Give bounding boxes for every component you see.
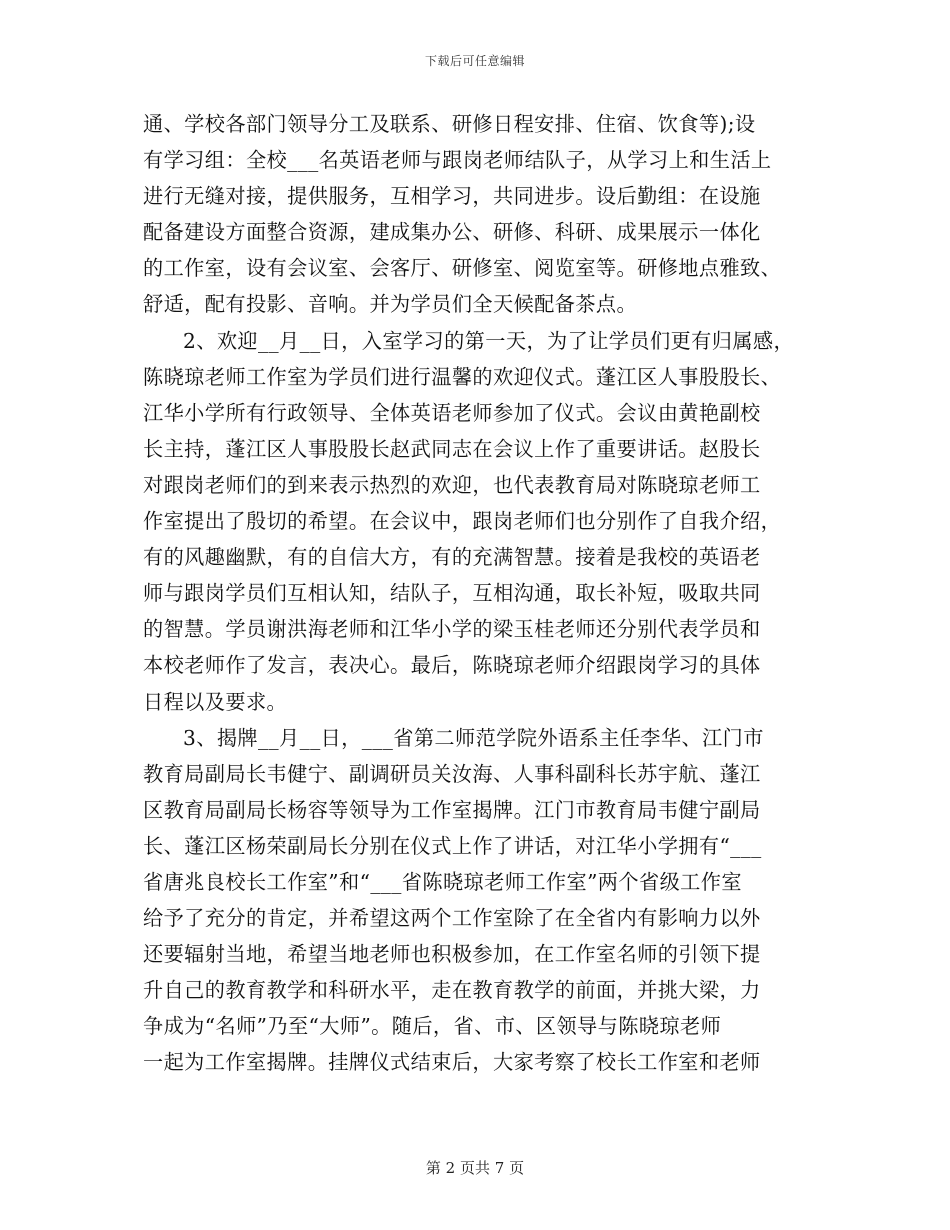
text-line: 的工作室，设有会议室、会客厅、研修室、阅览室等。研修地点雅致、: [143, 256, 782, 281]
text-line: 长主持，蓬江区人事股股长赵武同志在会议上作了重要讲话。赵股长: [143, 436, 761, 461]
text-line: 教育局副局长韦健宁、副调研员关汝海、人事科副科长苏宇航、蓬江: [143, 761, 761, 786]
text-line: 有的风趣幽默，有的自信大方，有的充满智慧。接着是我校的英语老: [143, 545, 761, 570]
text-line: 江华小学所有行政领导、全体英语老师参加了仪式。会议由黄艳副校: [143, 400, 761, 425]
text-line: 陈晓琼老师工作室为学员们进行温馨的欢迎仪式。蓬江区人事股股长、: [143, 364, 782, 389]
text-line: 舒适，配有投影、音响。并为学员们全天候配备茶点。: [143, 292, 638, 317]
text-line: 通、学校各部门领导分工及联系、研修日程安排、住宿、饮食等);设: [143, 112, 756, 136]
text-line: 对跟岗老师们的到来表示热烈的欢迎，也代表教育局对陈晓琼老师工: [143, 472, 761, 497]
text-line: 给予了充分的肯定，并希望这两个工作室除了在全省内有影响力以外: [143, 906, 761, 931]
page-header: 下载后可任意编辑: [424, 54, 525, 68]
text-line: 2、欢迎__月__日，入室学习的第一天，为了让学员们更有归属感，: [183, 328, 795, 353]
text-line: 师与跟岗学员们互相认知，结队子，互相沟通，取长补短，吸取共同: [143, 581, 761, 606]
text-line: 作室提出了殷切的希望。在会议中，跟岗老师们也分别作了自我介绍，: [143, 509, 782, 534]
text-line: 省唐兆良校长工作室”和“___省陈晓琼老师工作室”两个省级工作室: [143, 869, 742, 894]
text-line: 日程以及要求。: [143, 689, 288, 714]
text-line: 有学习组：全校___名英语老师与跟岗老师结队子，从学习上和生活上: [143, 148, 772, 173]
document-body: [143, 106, 808, 1081]
text-line: 的智慧。学员谢洪海老师和江华小学的梁玉桂老师还分别代表学员和: [143, 617, 761, 642]
text-line: 配备建设方面整合资源，建成集办公、研修、科研、成果展示一体化: [143, 220, 761, 245]
text-line: 3、揭牌__月__日，___省第二师范学院外语系主任李华、江门市: [183, 725, 764, 750]
page-footer: 第 2 页共 7 页: [425, 1159, 525, 1177]
text-line: 一起为工作室揭牌。挂牌仪式结束后，大家考察了校长工作室和老师: [143, 1050, 761, 1075]
text-line: 区教育局副局长杨容等领导为工作室揭牌。江门市教育局韦健宁副局: [143, 797, 761, 822]
text-line: 还要辐射当地，希望当地老师也积极参加，在工作室名师的引领下提: [143, 942, 761, 967]
text-line: 升自己的教育教学和科研水平，走在教育教学的前面，并挑大梁，力: [143, 978, 761, 1003]
text-line: 本校老师作了发言，表决心。最后，陈晓琼老师介绍跟岗学习的具体: [143, 653, 761, 678]
text-line: 争成为“名师”乃至“大师”。随后，省、市、区领导与陈晓琼老师: [143, 1014, 722, 1039]
text-line: 长、蓬江区杨荣副局长分别在仪式上作了讲话，对江华小学拥有“___: [143, 833, 762, 858]
text-line: 进行无缝对接，提供服务，互相学习，共同进步。设后勤组：在设施: [143, 184, 761, 209]
